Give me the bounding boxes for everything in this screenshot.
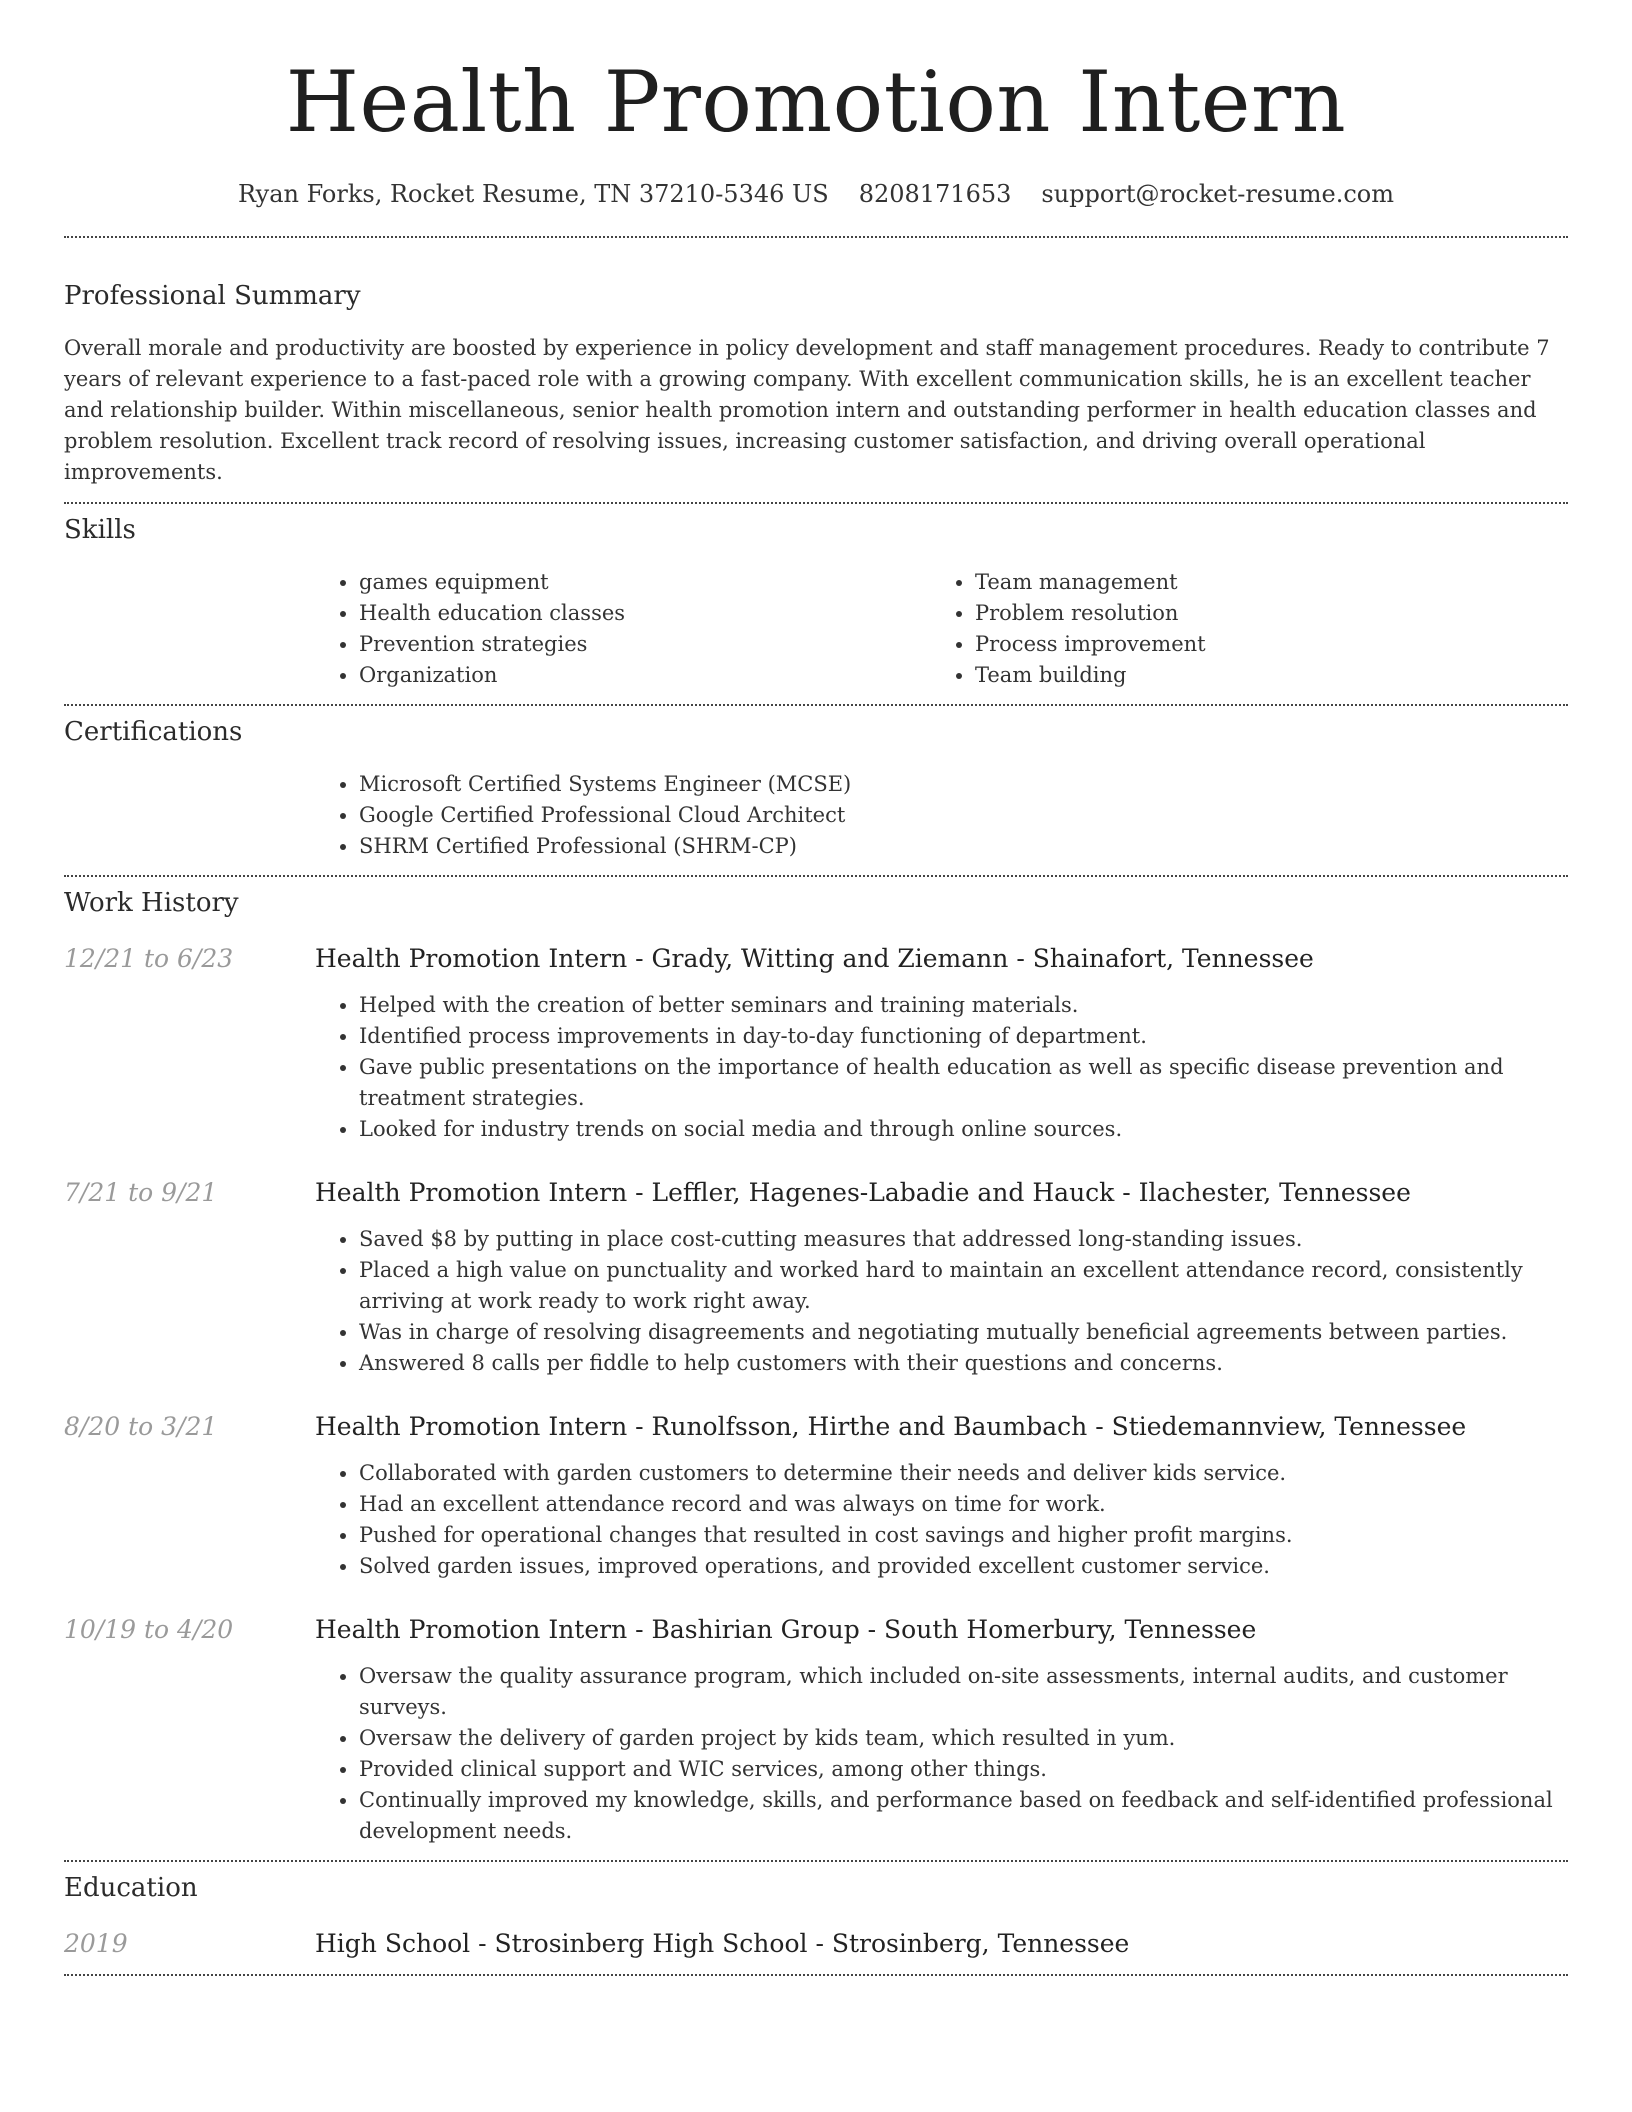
job-dates: 12/21 to 6/23 (64, 944, 234, 973)
divider (64, 236, 1568, 238)
resume-title: Health Promotion Intern (285, 53, 1347, 151)
certifications-heading: Certifications (64, 717, 243, 747)
contact-address: Ryan Forks, Rocket Resume, TN 37210-5346 US (237, 180, 829, 208)
resume-page (64, 0, 1568, 1976)
job-bullet: • Had an excellent attendance record and was always on time for work. (359, 1489, 1568, 1520)
skills-list-right (931, 567, 1547, 691)
job-bullet: • Oversaw the delivery of garden project by kids team, which resulted in yum. (359, 1723, 1568, 1754)
job-bullet: • Was in charge of resolving disagreements and negotiating mutually beneficial agreements between parties. (359, 1317, 1568, 1348)
job-entry (64, 1410, 1568, 1582)
skill-item: • Team management (975, 567, 1547, 598)
divider (64, 1974, 1568, 1976)
skills-column-left (315, 567, 931, 691)
education-entry (64, 1927, 1568, 1961)
contact-line (64, 178, 1568, 210)
skill-item: • Health education classes (359, 598, 931, 629)
job-dates: 7/21 to 9/21 (64, 1178, 218, 1207)
job-title: Health Promotion Intern - Grady, Witting and Ziemann - Shainafort, Tennessee (315, 944, 1314, 973)
job-dates: 8/20 to 3/21 (64, 1412, 218, 1441)
divider (64, 502, 1568, 504)
education-section (64, 1871, 1568, 1961)
skill-item: • Team building (975, 660, 1547, 691)
job-entry (64, 1176, 1568, 1379)
job-title: Health Promotion Intern - Runolfsson, Hirthe and Baumbach - Stiedemannview, Tennessee (315, 1412, 1467, 1441)
skill-item: • Prevention strategies (359, 629, 931, 660)
job-dates: 10/19 to 4/20 (64, 1615, 234, 1644)
certification-item: • SHRM Certified Professional (SHRM-CP) (359, 831, 1568, 862)
job-bullets (315, 1224, 1568, 1379)
contact-phone: 8208171653 (858, 180, 1012, 208)
job-bullet: • Provided clinical support and WIC services, among other things. (359, 1754, 1568, 1785)
summary-text: Overall morale and productivity are boosted by experience in policy development and staff management procedures. Ready to contribute 7 years of relevant experience to a fast-paced role with a growing company. With excellent communication skills, he is an excellent teacher and relationship builder. Within miscellaneous, senior health promotion intern and outstanding performer in health education classes and problem resolution. Excellent track record of resolving issues, increasing customer satisfaction, and driving overall operational improvements. (64, 336, 1550, 484)
work-history-section (64, 886, 1568, 1847)
work-history-heading: Work History (64, 888, 239, 918)
job-bullets (315, 1458, 1568, 1582)
job-title: Health Promotion Intern - Leffler, Hagenes-Labadie and Hauck - Ilachester, Tennessee (315, 1178, 1411, 1207)
job-bullets (315, 990, 1568, 1145)
certifications-list (315, 769, 1568, 862)
job-header (64, 942, 1568, 976)
job-header (64, 1613, 1568, 1647)
job-bullet: • Pushed for operational changes that resulted in cost savings and higher profit margins. (359, 1520, 1568, 1551)
education-title: High School - Strosinberg High School - Strosinberg, Tennessee (315, 1929, 1130, 1958)
skill-item: • games equipment (359, 567, 931, 598)
skills-section (64, 513, 1568, 691)
job-bullet: • Placed a high value on punctuality and worked hard to maintain an excellent attendance record, consistently arriving at work ready to work right away. (359, 1255, 1568, 1317)
certifications-body (315, 769, 1568, 862)
certification-item: • Google Certified Professional Cloud Architect (359, 800, 1568, 831)
skill-item: • Organization (359, 660, 931, 691)
job-bullet: • Gave public presentations on the importance of health education as well as specific disease prevention and treatment strategies. (359, 1052, 1568, 1114)
job-title: Health Promotion Intern - Bashirian Group - South Homerbury, Tennessee (315, 1615, 1257, 1644)
job-bullet: • Identified process improvements in day-to-day functioning of department. (359, 1021, 1568, 1052)
job-bullet: • Looked for industry trends on social media and through online sources. (359, 1114, 1568, 1145)
skills-grid (315, 567, 1568, 691)
skill-item: • Problem resolution (975, 598, 1547, 629)
job-bullet: • Continually improved my knowledge, skills, and performance based on feedback and self-identified professional development needs. (359, 1785, 1568, 1847)
certification-item: • Microsoft Certified Systems Engineer (MCSE) (359, 769, 1568, 800)
job-header (64, 1176, 1568, 1210)
divider (64, 704, 1568, 706)
education-dates: 2019 (64, 1929, 128, 1958)
job-bullet: • Oversaw the quality assurance program, which included on-site assessments, internal audits, and customer surveys. (359, 1661, 1568, 1723)
divider (64, 1860, 1568, 1862)
summary-section (64, 279, 1568, 488)
contact-email: support@rocket-resume.com (1041, 180, 1395, 208)
divider (64, 875, 1568, 877)
job-entry (64, 942, 1568, 1145)
job-entry (64, 1613, 1568, 1847)
summary-heading: Professional Summary (64, 281, 361, 311)
certifications-section (64, 715, 1568, 862)
job-bullet: • Helped with the creation of better seminars and training materials. (359, 990, 1568, 1021)
skills-column-right (931, 567, 1547, 691)
job-bullet: • Solved garden issues, improved operations, and provided excellent customer service. (359, 1551, 1568, 1582)
job-bullet: • Collaborated with garden customers to determine their needs and deliver kids service. (359, 1458, 1568, 1489)
skills-list-left (315, 567, 931, 691)
education-heading: Education (64, 1873, 198, 1903)
job-bullets (315, 1661, 1568, 1847)
skill-item: • Process improvement (975, 629, 1547, 660)
job-header (64, 1410, 1568, 1444)
job-bullet: • Saved $8 by putting in place cost-cutting measures that addressed long-standing issues. (359, 1224, 1568, 1255)
skills-heading: Skills (64, 515, 136, 545)
job-bullet: • Answered 8 calls per fiddle to help customers with their questions and concerns. (359, 1348, 1568, 1379)
